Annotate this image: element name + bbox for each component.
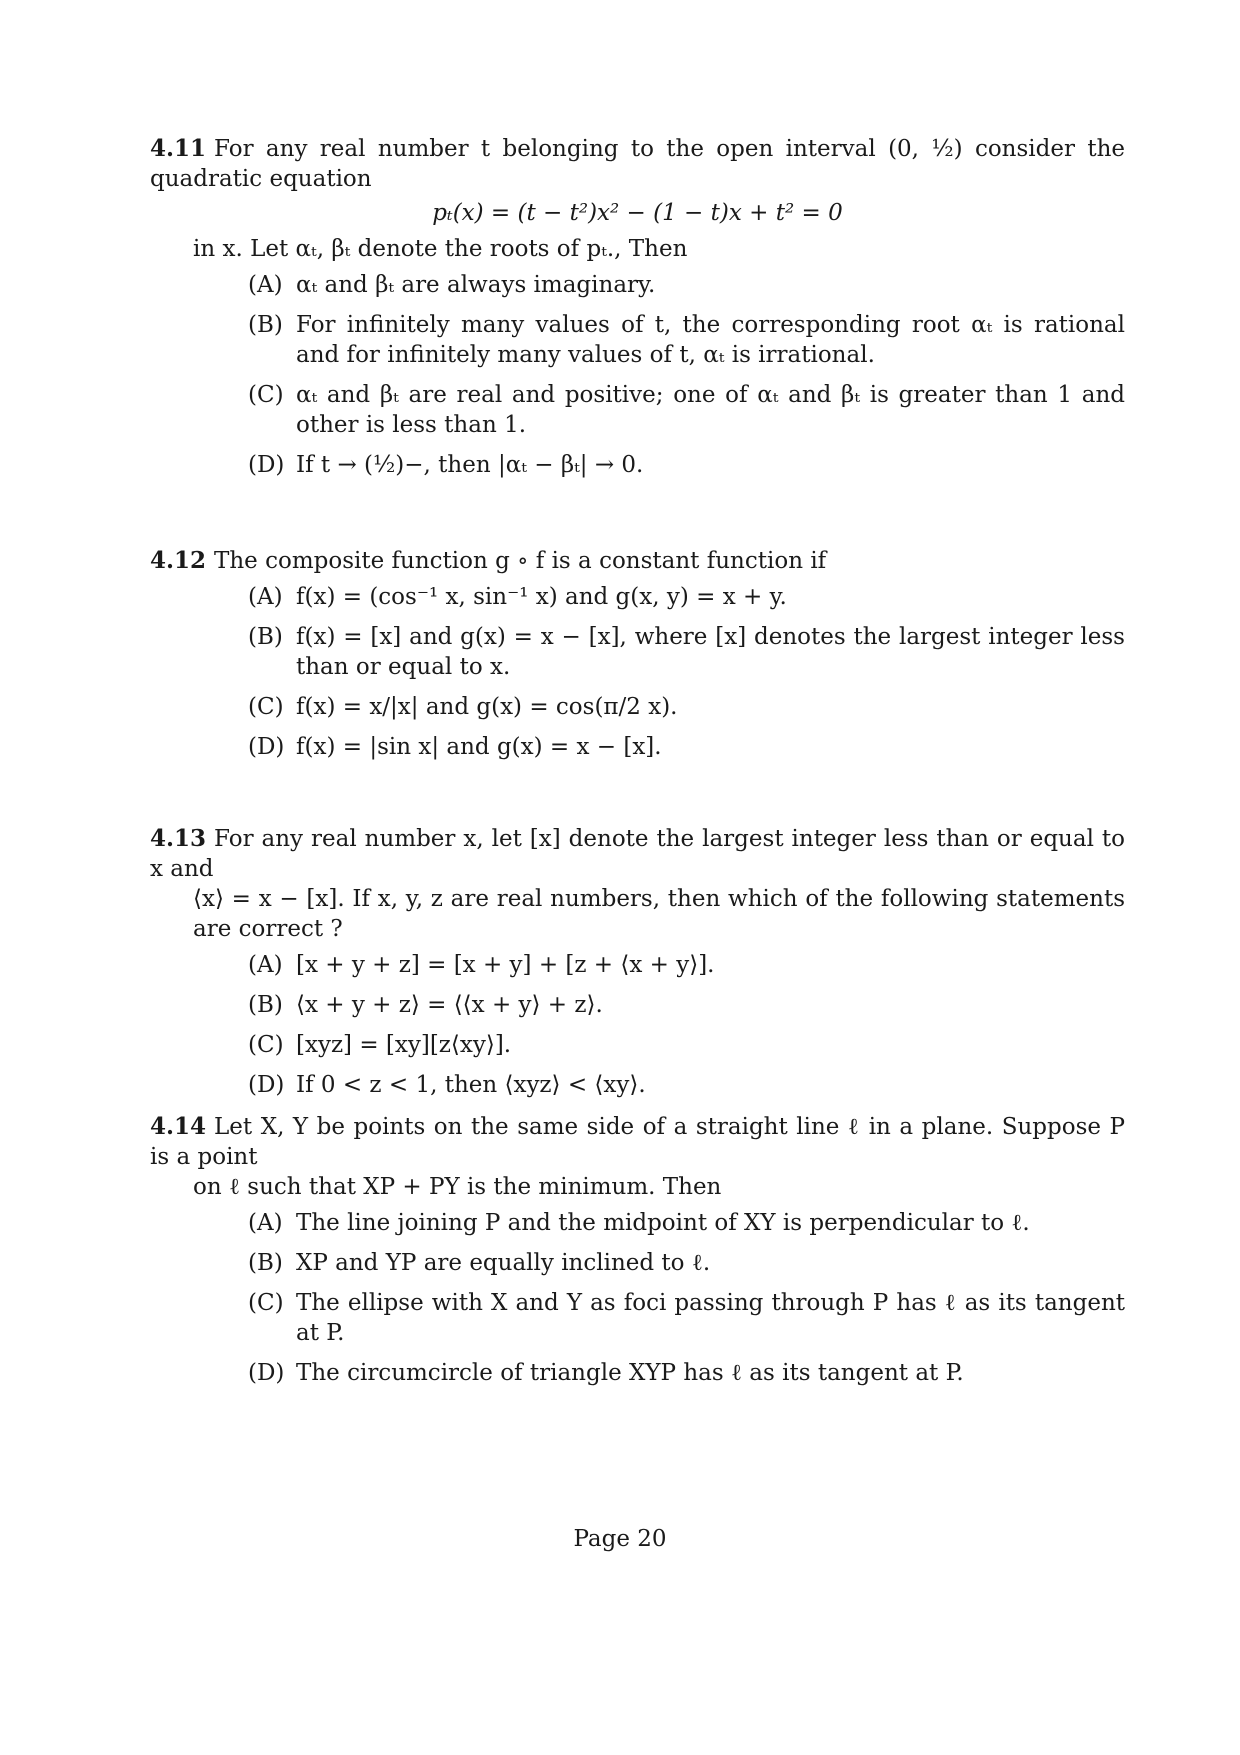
question-stem [150,134,1125,194]
options-list [150,950,1125,1100]
option-text: The line joining P and the midpoint of XY is perpendicular to ℓ. [296,1210,1030,1236]
question-4-14 [150,1112,1125,1398]
equation: pₜ(x) = (t − t²)x² − (1 − t)x + t² = 0 [432,200,843,226]
option-d [150,1358,1125,1388]
option-a [150,582,1125,612]
option-text: XP and YP are equally inclined to ℓ. [296,1250,711,1276]
option-label: (C) [248,694,284,720]
option-label: (D) [248,1360,285,1386]
question-4-12 [150,546,1125,772]
question-number: 4.14 [150,1113,207,1140]
option-text: [x + y + z] = [x + y] + [z + ⟨x + y⟩]. [296,952,715,978]
option-label: (A) [248,272,283,298]
option-c [150,1030,1125,1060]
option-label: (A) [248,1210,283,1236]
option-text: If t → (½)−, then |αₜ − βₜ| → 0. [296,452,644,478]
option-label: (A) [248,584,283,610]
question-number: 4.13 [150,825,207,852]
question-text-continued: in x. Let αₜ, βₜ denote the roots of pₜ., Then [193,236,688,262]
option-text: f(x) = x/|x| and g(x) = cos(π/2 x). [296,694,678,720]
question-number: 4.11 [150,135,207,162]
question-stem [150,546,1125,576]
option-b [150,990,1125,1020]
option-text: [xyz] = [xy][z⟨xy⟩]. [296,1032,512,1058]
option-a [150,1208,1125,1238]
option-text: For infinitely many values of t, the corresponding root αₜ is rational and for infinitely many values of t, αₜ is irrational. [296,312,1125,368]
option-text: f(x) = |sin x| and g(x) = x − [x]. [296,734,662,760]
question-text: For any real number t belonging to the open interval (0, ½) consider the quadratic equation [150,136,1125,192]
question-text: The composite function g ∘ f is a constant function if [214,548,827,574]
option-label: (B) [248,1250,283,1276]
option-label: (C) [248,382,284,408]
option-d [150,1070,1125,1100]
option-label: (D) [248,734,285,760]
option-label: (D) [248,452,285,478]
option-d [150,450,1125,480]
question-text: Let X, Y be points on the same side of a straight line ℓ in a plane. Suppose P is a point [150,1114,1125,1170]
option-label: (D) [248,1072,285,1098]
option-text: If 0 < z < 1, then ⟨xyz⟩ < ⟨xy⟩. [296,1072,646,1098]
question-stem [150,824,1125,884]
option-label: (B) [248,992,283,1018]
option-label: (C) [248,1032,284,1058]
option-c [150,1288,1125,1348]
question-text: For any real number x, let [x] denote the largest integer less than or equal to x and [150,826,1125,882]
option-label: (B) [248,312,283,338]
page-number: Page 20 [573,1526,667,1552]
option-b [150,310,1125,370]
options-list [150,270,1125,480]
option-d [150,732,1125,762]
option-text: f(x) = [x] and g(x) = x − [x], where [x] denotes the largest integer less than or equal to x. [296,624,1125,680]
option-label: (C) [248,1290,284,1316]
option-text: f(x) = (cos⁻¹ x, sin⁻¹ x) and g(x, y) = x + y. [296,584,787,610]
option-c [150,692,1125,722]
option-text: αₜ and βₜ are real and positive; one of αₜ and βₜ is greater than 1 and other is less than 1. [296,382,1125,438]
option-label: (B) [248,624,283,650]
question-text-continued: ⟨x⟩ = x − [x]. If x, y, z are real numbers, then which of the following statements are correct ? [193,886,1125,942]
question-4-13 [150,824,1125,1110]
option-b [150,622,1125,682]
option-a [150,950,1125,980]
option-label: (A) [248,952,283,978]
options-list [150,1208,1125,1388]
options-list [150,582,1125,762]
option-a [150,270,1125,300]
option-c [150,380,1125,440]
option-text: The circumcircle of triangle XYP has ℓ as its tangent at P. [296,1360,964,1386]
option-b [150,1248,1125,1278]
question-number: 4.12 [150,547,207,574]
option-text: αₜ and βₜ are always imaginary. [296,272,656,298]
question-stem [150,1112,1125,1172]
option-text: The ellipse with X and Y as foci passing through P has ℓ as its tangent at P. [296,1290,1125,1346]
question-4-11 [150,134,1125,490]
question-text-continued: on ℓ such that XP + PY is the minimum. Then [193,1174,722,1200]
option-text: ⟨x + y + z⟩ = ⟨⟨x + y⟩ + z⟩. [296,992,603,1018]
